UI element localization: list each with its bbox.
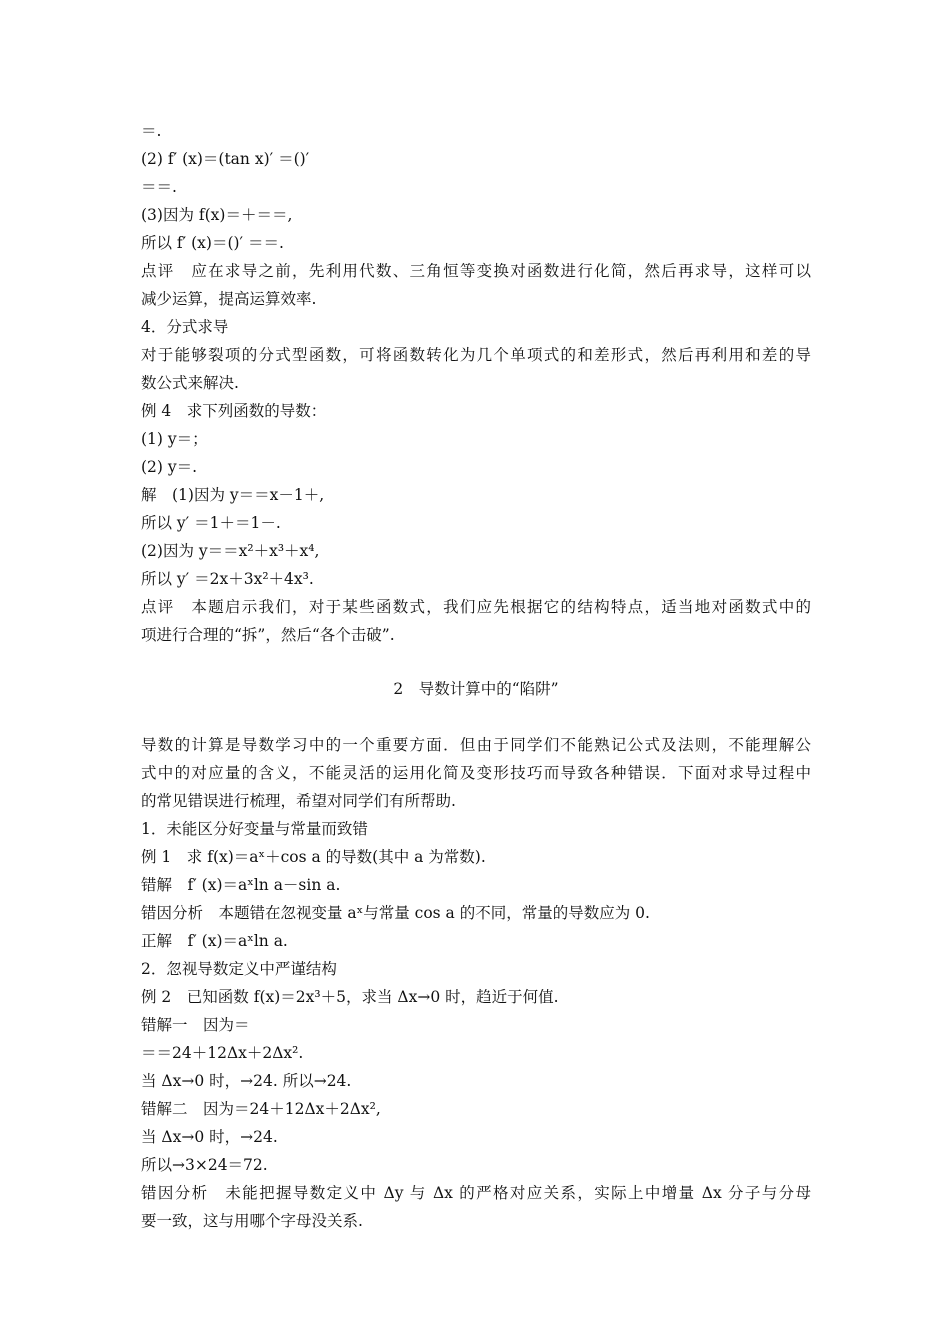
text-line: 正解 f′ (x)＝aˣln a.	[141, 932, 288, 950]
paragraph-line: 式中的对应量的含义，不能灵活的运用化简及变形技巧而导致各种错误．下面对求导过程中	[141, 764, 811, 782]
section-heading: 4．分式求导	[141, 318, 229, 336]
text-line: (2) f′ (x)＝(tan x)′ ＝()′	[141, 150, 310, 168]
paragraph-line: 错因分析 未能把握导数定义中 Δy 与 Δx 的严格对应关系，实际上中增量 Δx 分子与分母	[141, 1184, 811, 1202]
text-line: (1) y＝；	[141, 430, 208, 448]
text-line: 错解一 因为＝	[141, 1016, 250, 1034]
text-line: 所以 f′ (x)＝()′ ＝＝.	[141, 234, 284, 252]
text-line: 项进行合理的“拆”，然后“各个击破”.	[141, 626, 395, 644]
text-line: ＝＝24＋12Δx＋2Δx².	[141, 1044, 304, 1062]
section-heading: 2．忽视导数定义中严谨结构	[141, 960, 337, 978]
paragraph-line: 导数的计算是导数学习中的一个重要方面．但由于同学们不能熟记公式及法则，不能理解公	[141, 736, 811, 754]
comment-paragraph-line: 点评 应在求导之前，先利用代数、三角恒等变换对函数进行化简，然后再求导，这样可以	[141, 262, 811, 280]
example-heading: 例 1 求 f(x)＝aˣ＋cos a 的导数(其中 a 为常数).	[141, 848, 486, 866]
text-line: 解 (1)因为 y＝＝x－1＋,	[141, 486, 325, 504]
text-line: 的常见错误进行梳理，希望对同学们有所帮助.	[141, 792, 456, 810]
comment-paragraph-line: 点评 本题启示我们，对于某些函数式，我们应先根据它的结构特点，适当地对函数式中的	[141, 598, 811, 616]
section-heading: 1．未能区分好变量与常量而致错	[141, 820, 368, 838]
text-line: 所以→3×24＝72.	[141, 1156, 268, 1174]
text-line: 所以 y′ ＝1＋＝1－.	[141, 514, 281, 532]
text-line: 所以 y′ ＝2x＋3x²＋4x³.	[141, 570, 314, 588]
text-line: 错因分析 本题错在忽视变量 aˣ与常量 cos a 的不同，常量的导数应为 0.	[141, 904, 650, 922]
text-line: ＝＝.	[141, 178, 177, 196]
text-line: 数公式来解决.	[141, 374, 239, 392]
text-line: 错解二 因为＝24＋12Δx＋2Δx²,	[141, 1100, 381, 1118]
text-line: 当 Δx→0 时，→24.	[141, 1128, 278, 1146]
example-heading: 例 2 已知函数 f(x)＝2x³＋5，求当 Δx→0 时，趋近于何值.	[141, 988, 559, 1006]
text-line: (2)因为 y＝＝x²＋x³＋x⁴,	[141, 542, 320, 560]
text-line: ＝.	[141, 122, 162, 140]
text-line: 当 Δx→0 时，→24. 所以→24.	[141, 1072, 352, 1090]
section-title: 2 导数计算中的“陷阱”	[393, 680, 559, 698]
example-heading: 例 4 求下列函数的导数：	[141, 402, 327, 420]
text-line: 错解 f′ (x)＝aˣln a－sin a.	[141, 876, 341, 894]
text-line: (2) y＝.	[141, 458, 198, 476]
text-line: 减少运算，提高运算效率.	[141, 290, 317, 308]
text-line: 要一致，这与用哪个字母没关系.	[141, 1212, 363, 1230]
paragraph-line: 对于能够裂项的分式型函数，可将函数转化为几个单项式的和差形式，然后再利用和差的导	[141, 346, 811, 364]
text-line: (3)因为 f(x)＝＋＝＝,	[141, 206, 293, 224]
